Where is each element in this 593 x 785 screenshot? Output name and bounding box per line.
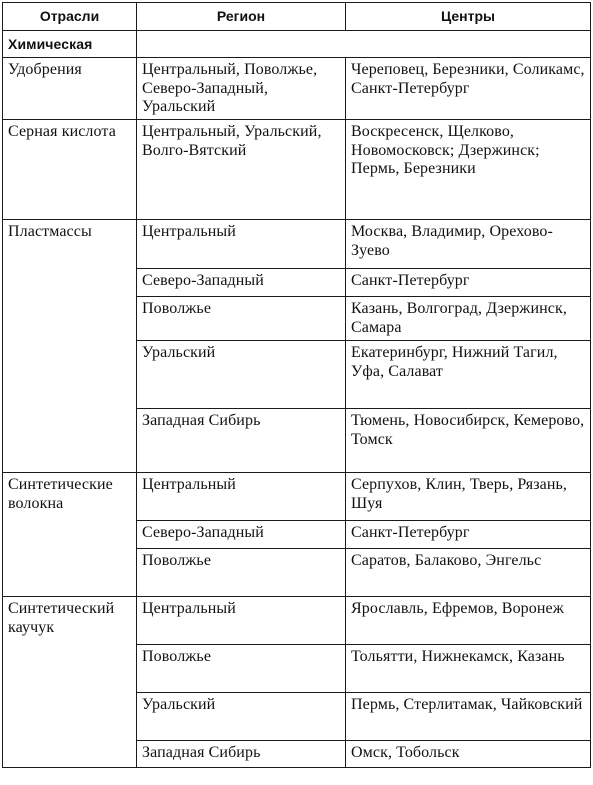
- region-cell: Поволжье: [137, 549, 346, 597]
- centers-cell: Тюмень, Новосибирск, Кемерово, Томск: [346, 409, 591, 473]
- centers-cell: Омск, Тобольск: [346, 741, 591, 768]
- header-branch: Отрасли: [3, 3, 137, 31]
- region-cell: Северо-Западный: [137, 521, 346, 549]
- section-empty-cell: [137, 31, 591, 58]
- centers-cell: Казань, Волгоград, Дзержинск, Самара: [346, 297, 591, 341]
- region-cell: Уральский: [137, 693, 346, 741]
- section-title: Химическая: [3, 31, 137, 58]
- table-row: [3, 120, 591, 220]
- header-region: Регион: [137, 3, 346, 31]
- centers-cell: Пермь, Стерлитамак, Чайковский: [346, 693, 591, 741]
- centers-cell: Санкт-Петербург: [346, 521, 591, 549]
- branch-cell: Удобрения: [3, 58, 137, 120]
- centers-cell: Тольятти, Нижнекамск, Казань: [346, 645, 591, 693]
- region-cell: Центральный: [137, 220, 346, 269]
- table-row: [3, 597, 591, 645]
- branch-cell: Синтетические волокна: [3, 473, 137, 597]
- region-cell: Поволжье: [137, 297, 346, 341]
- centers-cell: Ярославль, Ефремов, Воронеж: [346, 597, 591, 645]
- centers-cell: Серпухов, Клин, Тверь, Рязань, Шуя: [346, 473, 591, 521]
- region-cell: Центральный: [137, 473, 346, 521]
- centers-cell: Воскресенск, Щелково, Новомосковск; Дзержинск; Пермь, Березники: [346, 120, 591, 220]
- region-cell: Центральный, Уральский, Волго-Вятский: [137, 120, 346, 220]
- centers-cell: Саратов, Балаково, Энгельс: [346, 549, 591, 597]
- region-cell: Центральный, Поволжье, Северо-Западный, Уральский: [137, 58, 346, 120]
- branch-cell: Синтетический каучук: [3, 597, 137, 768]
- header-row: [3, 3, 591, 31]
- region-cell: Уральский: [137, 341, 346, 409]
- region-cell: Западная Сибирь: [137, 409, 346, 473]
- region-cell: Западная Сибирь: [137, 741, 346, 768]
- branch-cell: Пластмассы: [3, 220, 137, 473]
- centers-cell: Череповец, Березники, Соликамс, Санкт-Петербург: [346, 58, 591, 120]
- centers-cell: Санкт-Петербург: [346, 269, 591, 297]
- region-cell: Северо-Западный: [137, 269, 346, 297]
- region-cell: Поволжье: [137, 645, 346, 693]
- centers-cell: Екатеринбург, Нижний Тагил, Уфа, Салават: [346, 341, 591, 409]
- centers-cell: Москва, Владимир, Орехово-Зуево: [346, 220, 591, 269]
- header-centers: Центры: [346, 3, 591, 31]
- table-row: [3, 58, 591, 120]
- section-row: [3, 31, 591, 58]
- chemical-industry-table: [2, 2, 591, 768]
- table-row: [3, 473, 591, 521]
- branch-cell: Серная кислота: [3, 120, 137, 220]
- region-cell: Центральный: [137, 597, 346, 645]
- table-row: [3, 220, 591, 269]
